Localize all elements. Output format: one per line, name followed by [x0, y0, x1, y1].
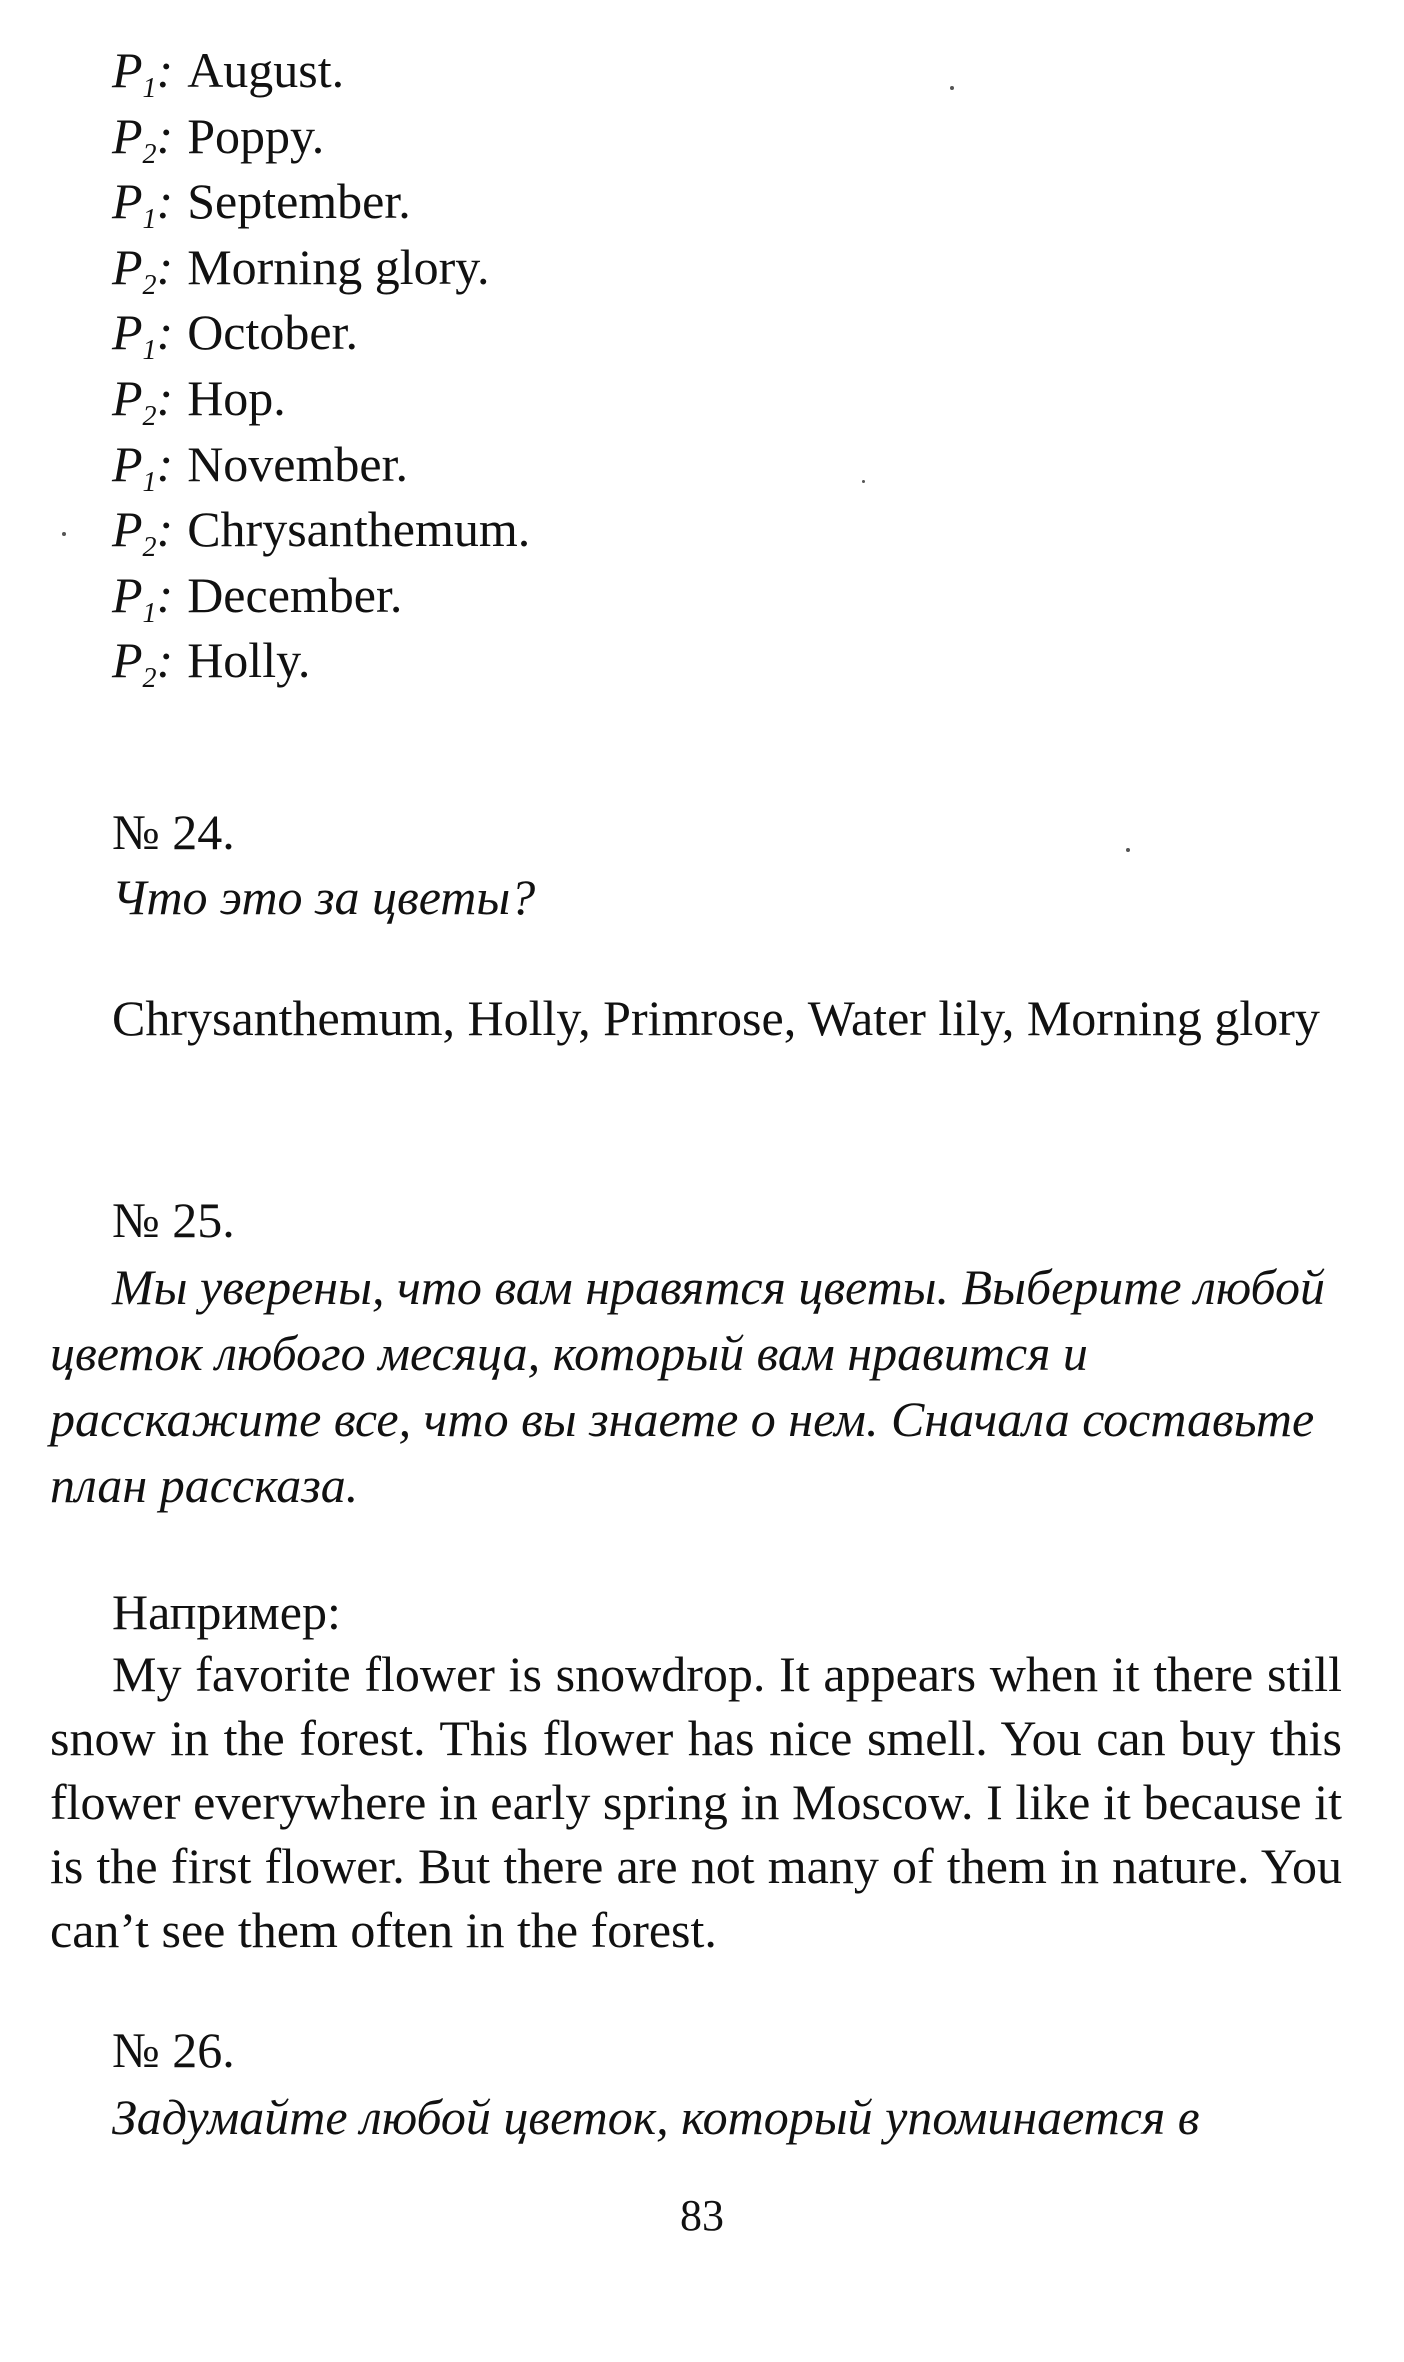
dialog-line: $P_1$: November.: [112, 432, 1012, 498]
speaker-label: $P_1$: [112, 435, 157, 498]
exercise-24-task: Что это за цветы?: [112, 869, 536, 925]
dialog-text: Poppy.: [187, 107, 325, 164]
exercise-25-task: Мы уверены, что вам нравятся цветы. Выберите любой цветок любого месяца, который вам нравится и расскажите все, что вы знаете о нем. Сначала составьте план рассказа.: [50, 1259, 1325, 1513]
scan-speck: [1126, 848, 1130, 852]
dialog-line: $P_2$: Hop.: [112, 366, 1012, 432]
dialog-text: November.: [187, 435, 408, 492]
dialog-text: Hop.: [187, 369, 286, 426]
dialog-line: $P_1$: August.: [112, 38, 1012, 104]
speaker-label: $P_2$: [112, 107, 157, 170]
dialog-line: $P_1$: October.: [112, 300, 1012, 366]
speaker-label: $P_2$: [112, 369, 157, 432]
speaker-label: $P_2$: [112, 632, 157, 695]
scan-speck: [62, 532, 66, 536]
dialog-line: $P_1$: December.: [112, 563, 1012, 629]
dialog-line: $P_2$: Morning glory.: [112, 235, 1012, 301]
scan-speck: [950, 86, 954, 90]
dialog-line: $P_2$: Poppy.: [112, 104, 1012, 170]
dialog-text: August.: [187, 42, 345, 98]
dialog-text: December.: [187, 566, 403, 623]
scan-speck: [862, 480, 865, 483]
exercise-25-example-label: Например:: [112, 1584, 341, 1640]
dialog-line: $P_2$: Holly.: [112, 628, 1012, 694]
speaker-label: $P_1$: [112, 304, 157, 367]
speaker-label: $P_2$: [112, 501, 157, 564]
exercise-25-number: № 25.: [112, 1192, 235, 1248]
speaker-label: $P_1$: [112, 173, 157, 236]
exercise-24-answer: Chrysanthemum, Holly, Primrose, Water lily, Morning glory: [112, 990, 1320, 1046]
dialog-line: $P_2$: Chrysanthemum.: [112, 497, 1012, 563]
page-number: 83: [680, 2191, 724, 2240]
dialog-text: Morning glory.: [187, 238, 490, 295]
exercise-24-number: № 24.: [112, 804, 235, 860]
exercise-26-task: Задумайте любой цветок, который упоминается в: [112, 2089, 1200, 2145]
dialog-text: October.: [187, 304, 358, 361]
exercise-26-number: № 26.: [112, 2022, 235, 2078]
dialog-line: $P_1$: September.: [112, 169, 1012, 235]
dialog-list: [112, 38, 1012, 694]
speaker-label: $P_1$: [112, 42, 157, 104]
dialog-text: Holly.: [187, 632, 311, 689]
dialog-text: Chrysanthemum.: [187, 501, 531, 558]
exercise-25-example-text: My favorite flower is snowdrop. It appears when it there still snow in the forest. This flower has nice smell. You can buy this flower everywhere in early spring in Moscow. I like it because it is the first flower. But there are not many of them in nature. You can’t see them often in the forest.: [50, 1646, 1342, 1958]
speaker-label: $P_1$: [112, 566, 157, 629]
speaker-label: $P_2$: [112, 238, 157, 301]
dialog-text: September.: [187, 173, 411, 230]
